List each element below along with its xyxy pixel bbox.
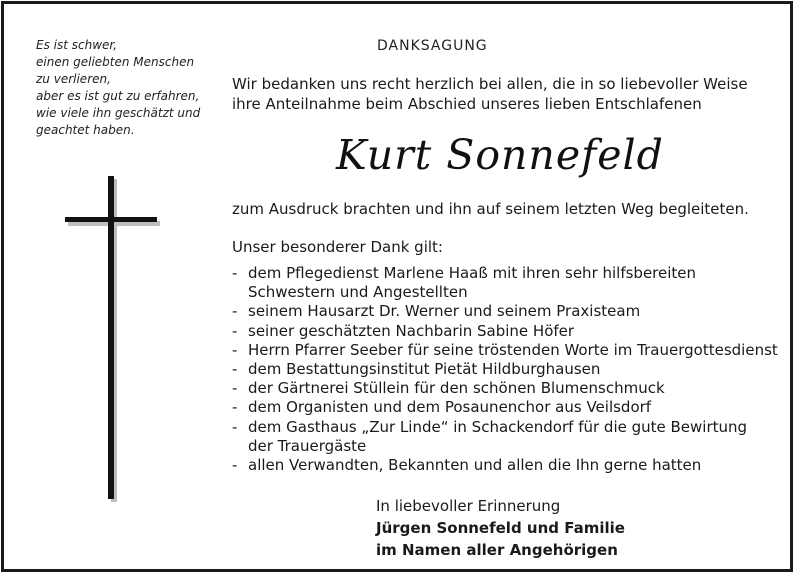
- list-item-text: - dem Organisten und dem Posaunenchor aus Veilsdorf: [248, 398, 652, 417]
- intro-text: [232, 74, 792, 114]
- intro-line: ihre Anteilnahme beim Abschied unseres lieben Entschlafenen: [232, 95, 702, 113]
- quote-line: Es ist schwer,: [36, 38, 118, 52]
- thanks-list: [232, 264, 792, 475]
- list-item: [232, 456, 792, 475]
- quote-line: geachtet haben.: [36, 123, 135, 137]
- quote-line: zu verlieren,: [36, 72, 111, 86]
- notice-frame: [1, 1, 793, 572]
- list-item-text-cont: Schwestern und Angestellten: [248, 283, 468, 302]
- list-item-text: - seiner geschätzten Nachbarin Sabine Höfer: [248, 321, 575, 340]
- thanks-heading: Unser besonderer Dank gilt:: [232, 238, 443, 256]
- list-item-text: - dem Bestattungsinstitut Pietät Hildburghausen: [248, 360, 601, 379]
- list-item-text: - Herrn Pfarrer Seeber für seine tröstenden Worte im Trauergottesdienst: [248, 340, 778, 359]
- memorial-quote: [36, 37, 206, 139]
- quote-line: wie viele ihn geschätzt und: [36, 106, 201, 120]
- list-item: [232, 264, 792, 302]
- list-item: [232, 360, 792, 379]
- list-item-text-cont: der Trauergäste: [248, 436, 367, 455]
- closing-signature: [376, 495, 625, 561]
- intro-line: Wir bedanken uns recht herzlich bei allen, die in so liebevoller Weise: [232, 75, 748, 93]
- cross-icon: [64, 176, 160, 502]
- list-item: [232, 341, 792, 360]
- quote-line: aber es ist gut zu erfahren,: [36, 89, 200, 103]
- signatory-name: Jürgen Sonnefeld und Familie: [376, 519, 625, 537]
- notice-title: DANKSAGUNG: [377, 38, 488, 54]
- list-item-text: - dem Gasthaus „Zur Linde“ in Schackendorf für die gute Bewirtung: [248, 417, 748, 436]
- list-item-text: - der Gärtnerei Stüllein für den schönen Blumenschmuck: [248, 379, 665, 398]
- list-item: [232, 418, 792, 456]
- list-item-text: - dem Pflegedienst Marlene Haaß mit ihren sehr hilfsbereiten: [248, 264, 697, 282]
- list-item: [232, 322, 792, 341]
- list-item-text: - seinem Hausarzt Dr. Werner und seinem Praxisteam: [248, 302, 641, 321]
- list-item: [232, 379, 792, 398]
- quote-line: einen geliebten Menschen: [36, 55, 195, 69]
- continuation-text: zum Ausdruck brachten und ihn auf seinem letzten Weg begleiteten.: [232, 200, 749, 218]
- closing-line: In liebevoller Erinnerung: [376, 497, 561, 515]
- list-item: [232, 398, 792, 417]
- deceased-name: Kurt Sonnefeld: [336, 131, 664, 179]
- list-item-text: - allen Verwandten, Bekannten und allen die Ihn gerne hatten: [248, 456, 702, 475]
- list-item: [232, 302, 792, 321]
- signatory-note: im Namen aller Angehörigen: [376, 541, 618, 559]
